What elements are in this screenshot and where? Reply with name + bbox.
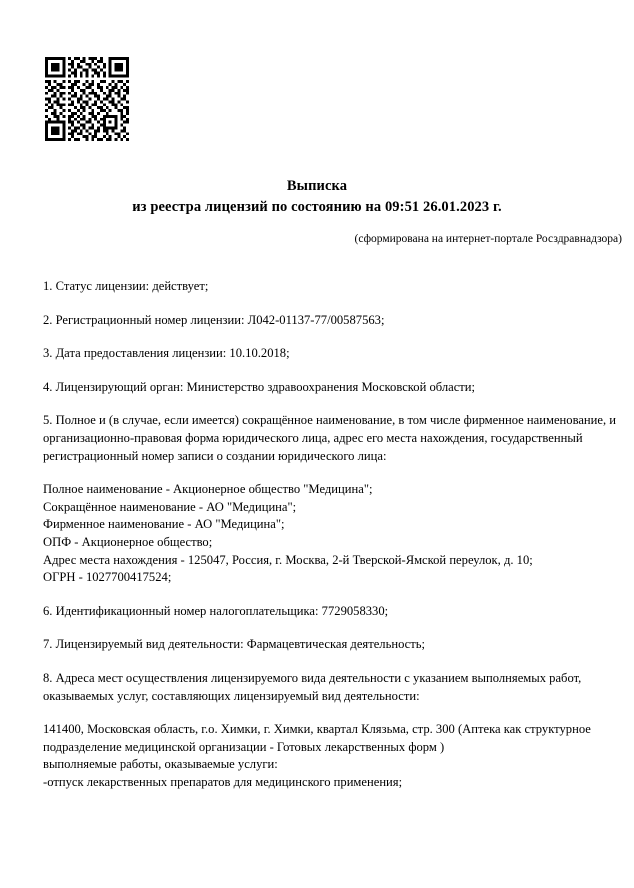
document-body <box>43 278 621 807</box>
item-licensing-authority: 4. Лицензирующий орган: Министерство здравоохранения Московской области; <box>43 379 476 394</box>
item-entity-names-heading: 5. Полное и (в случае, если имеется) сокращённое наименование, в том числе фирменное наименование, и организационно-правовая форма юридического лица, адрес его места нахождения, государственный регистрационный номер записи о создании юридического лица: <box>43 413 617 463</box>
title-line-2: из реестра лицензий по состоянию на 09:51 26.01.2023 г. <box>132 199 502 215</box>
item-licensed-activity: 7. Лицензируемый вид деятельности: Фармацевтическая деятельность; <box>43 637 426 652</box>
entity-legal-form: ОПФ - Акционерное общество; <box>43 534 213 549</box>
activity-address-block <box>43 721 621 791</box>
qr-code <box>45 57 129 141</box>
entity-details-block <box>43 481 621 587</box>
item-license-status: 1. Статус лицензии: действует; <box>43 279 209 293</box>
entity-ogrn: ОГРН - 1027700417524; <box>43 570 172 585</box>
entity-short-name: Сокращённое наименование - АО "Медицина"; <box>43 499 297 514</box>
entity-brand-name: Фирменное наименование - АО "Медицина"; <box>43 517 285 532</box>
activity-works-label: выполняемые работы, оказываемые услуги: <box>43 757 278 772</box>
entity-full-name: Полное наименование - Акционерное общество "Медицина"; <box>43 482 373 497</box>
activity-address: 141400, Московская область, г.о. Химки, г. Химки, квартал Клязьма, стр. 300 (Аптека как структурное подразделение медицинской организации - Готовых лекарственных форм ) <box>43 722 591 754</box>
item-registration-number: 2. Регистрационный номер лицензии: Л042-01137-77/00587563; <box>43 312 385 327</box>
activity-work-item: -отпуск лекарственных препаратов для медицинского применения; <box>43 774 403 789</box>
item-activity-addresses-heading: 8. Адреса мест осуществления лицензируемого вида деятельности с указанием выполняемых работ, оказываемых услуг, составляющих лицензируемый вид деятельности: <box>43 670 582 703</box>
entity-legal-address: Адрес места нахождения - 125047, Россия, г. Москва, 2-й Тверской-Ямской переулок, д. 10; <box>43 552 533 567</box>
title-line-1: Выписка <box>286 178 348 194</box>
formed-on-portal-note: (сформирована на интернет-портале Росздравнадзора) <box>354 233 622 245</box>
item-taxpayer-number: 6. Идентификационный номер налогоплательщика: 7729058330; <box>43 603 389 618</box>
item-issue-date: 3. Дата предоставления лицензии: 10.10.2018; <box>43 346 290 361</box>
document-title <box>0 176 634 218</box>
